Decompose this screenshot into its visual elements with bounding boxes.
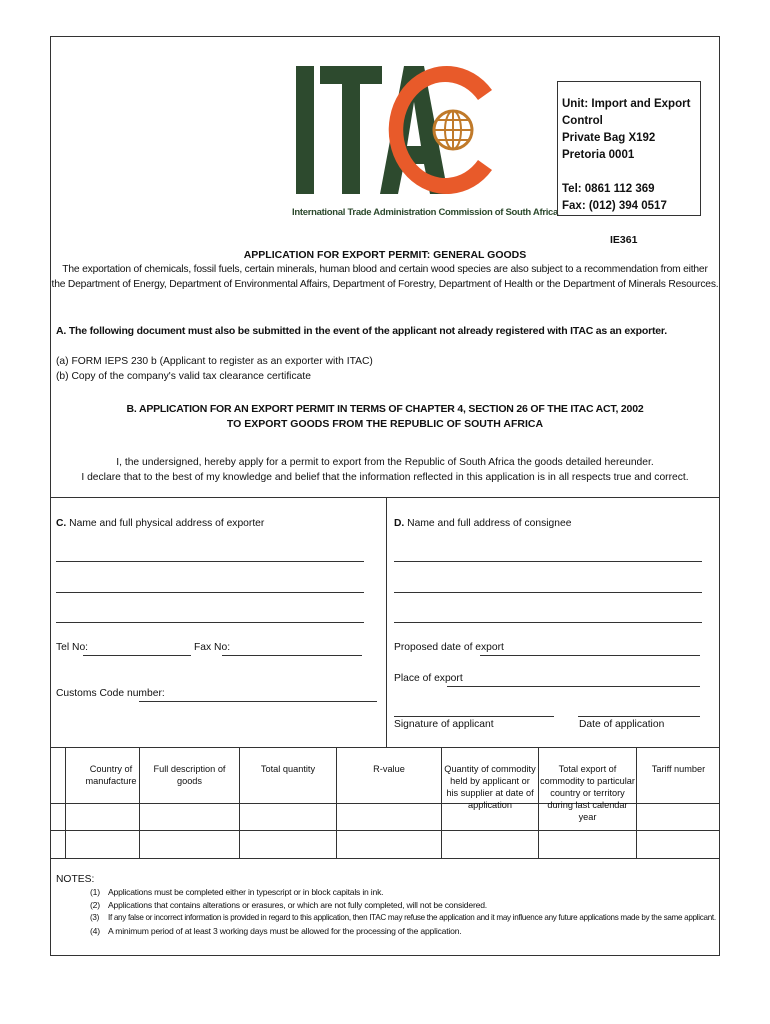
table-bottom-border xyxy=(50,858,720,859)
note-number: (1) xyxy=(90,887,100,897)
header-total-export: Total export of commodity to particular country or territory during last calendar year xyxy=(540,764,635,822)
section-c-letter: C. xyxy=(56,518,67,529)
date-of-application-label: Date of application xyxy=(579,719,665,730)
section-b-heading-1: B. APPLICATION FOR AN EXPORT PERMIT IN TERMS OF CHAPTER 4, SECTION 26 OF THE ITAC ACT, 2002 xyxy=(126,403,644,415)
proposed-date-field[interactable] xyxy=(480,655,700,656)
table-col-divider xyxy=(538,747,539,858)
section-a-heading: A. The following document must also be submitted in the event of the applicant not already registered with ITAC as an exporter. xyxy=(56,325,667,337)
declaration-line-1: I, the undersigned, hereby apply for a permit to export from the Republic of South Africa the goods detailed hereunder. xyxy=(116,457,654,468)
consignee-address-line-3[interactable] xyxy=(394,622,702,623)
place-of-export-field[interactable] xyxy=(447,686,700,687)
note-text: If any false or incorrect information is provided in regard to this application, then ITAC may refuse the application and it may influence any future applications made by the same applicant. xyxy=(108,913,716,922)
section-d-label xyxy=(394,518,571,529)
consignee-address-line-2[interactable] xyxy=(394,592,702,593)
address-tel: Tel: 0861 112 369 xyxy=(562,183,655,195)
consignee-address-line-1[interactable] xyxy=(394,561,702,562)
section-b-heading-2: TO EXPORT GOODS FROM THE REPUBLIC OF SOUTH AFRICA xyxy=(226,418,544,430)
address-unit: Unit: Import and Export Control xyxy=(562,98,691,127)
fax-field[interactable] xyxy=(222,655,362,656)
fax-label: Fax No: xyxy=(194,642,231,653)
table-top-border xyxy=(50,747,720,748)
note-item xyxy=(90,900,487,910)
form-title: APPLICATION FOR EXPORT PERMIT: GENERAL GOODS xyxy=(243,249,527,261)
note-text: Applications must be completed either in typescript or in block capitals in ink. xyxy=(108,887,384,897)
header-total-quantity: Total quantity xyxy=(260,764,316,774)
header-description: Full description of goods xyxy=(153,764,226,786)
section-c-label xyxy=(56,518,264,529)
address-fax: Fax: (012) 394 0517 xyxy=(562,200,667,212)
exporter-address-line-2[interactable] xyxy=(56,592,364,593)
note-number: (3) xyxy=(90,913,99,922)
section-a-item-b: (b) Copy of the company's valid tax clearance certificate xyxy=(56,371,311,382)
exporter-address-line-1[interactable] xyxy=(56,561,364,562)
header-country-of-manufacture: Country of manufacture xyxy=(85,764,137,786)
note-number: (4) xyxy=(90,926,100,936)
note-item xyxy=(90,887,383,897)
address-city: Pretoria 0001 xyxy=(562,149,635,161)
logo-subtitle: International Trade Administration Commission of South Africa xyxy=(292,207,559,218)
header-r-value: R-value xyxy=(373,764,405,774)
customs-code-label: Customs Code number: xyxy=(56,688,165,699)
tel-field[interactable] xyxy=(83,655,191,656)
itac-logo-graphic xyxy=(292,60,502,200)
divider-b-cd xyxy=(50,497,720,498)
note-item xyxy=(90,926,461,936)
signature-field[interactable] xyxy=(394,716,554,717)
header-tariff-number: Tariff number xyxy=(651,764,706,774)
note-item xyxy=(90,913,716,922)
note-text: A minimum period of at least 3 working days must be allowed for the processing of the application. xyxy=(108,926,462,936)
note-number: (2) xyxy=(90,900,100,910)
exporter-address-line-3[interactable] xyxy=(56,622,364,623)
date-of-application-field[interactable] xyxy=(578,716,700,717)
note-text: Applications that contains alterations or erasures, or which are not fully completed, will not be considered. xyxy=(108,900,487,910)
notes-label: NOTES: xyxy=(56,874,95,885)
form-code: IE361 xyxy=(610,234,638,246)
signature-label: Signature of applicant xyxy=(394,719,494,730)
table-col-divider xyxy=(65,747,66,858)
section-d-label-text: Name and full address of consignee xyxy=(404,518,572,529)
tel-label: Tel No: xyxy=(56,642,89,653)
place-of-export-label: Place of export xyxy=(394,673,463,684)
section-d-letter: D. xyxy=(394,518,405,529)
declaration-line-2: I declare that to the best of my knowledge and belief that the information reflected in this application is in all respects true and correct. xyxy=(81,472,689,483)
section-c-label-text: Name and full physical address of exporter xyxy=(66,518,265,529)
intro-line-2: the Department of Energy, Department of Environmental Affairs, Department of Forestry, Department of Health or the Department of Minerals Resources. xyxy=(51,279,719,290)
address-bag: Private Bag X192 xyxy=(562,132,656,144)
itac-logo xyxy=(292,60,559,225)
divider-c-d xyxy=(386,497,387,747)
intro-line-1: The exportation of chemicals, fossil fuels, certain minerals, human blood and certain wood species are also subject to a recommendation from either xyxy=(62,264,708,275)
proposed-date-label: Proposed date of export xyxy=(394,642,504,653)
section-a-item-a: (a) FORM IEPS 230 b (Applicant to register as an exporter with ITAC) xyxy=(56,356,373,367)
table-col-divider xyxy=(441,747,442,858)
customs-code-field[interactable] xyxy=(139,701,377,702)
table-row-divider xyxy=(50,830,720,831)
address-box xyxy=(557,81,701,216)
header-quantity-held: Quantity of commodity held by applicant or his supplier at date of application xyxy=(444,764,536,810)
